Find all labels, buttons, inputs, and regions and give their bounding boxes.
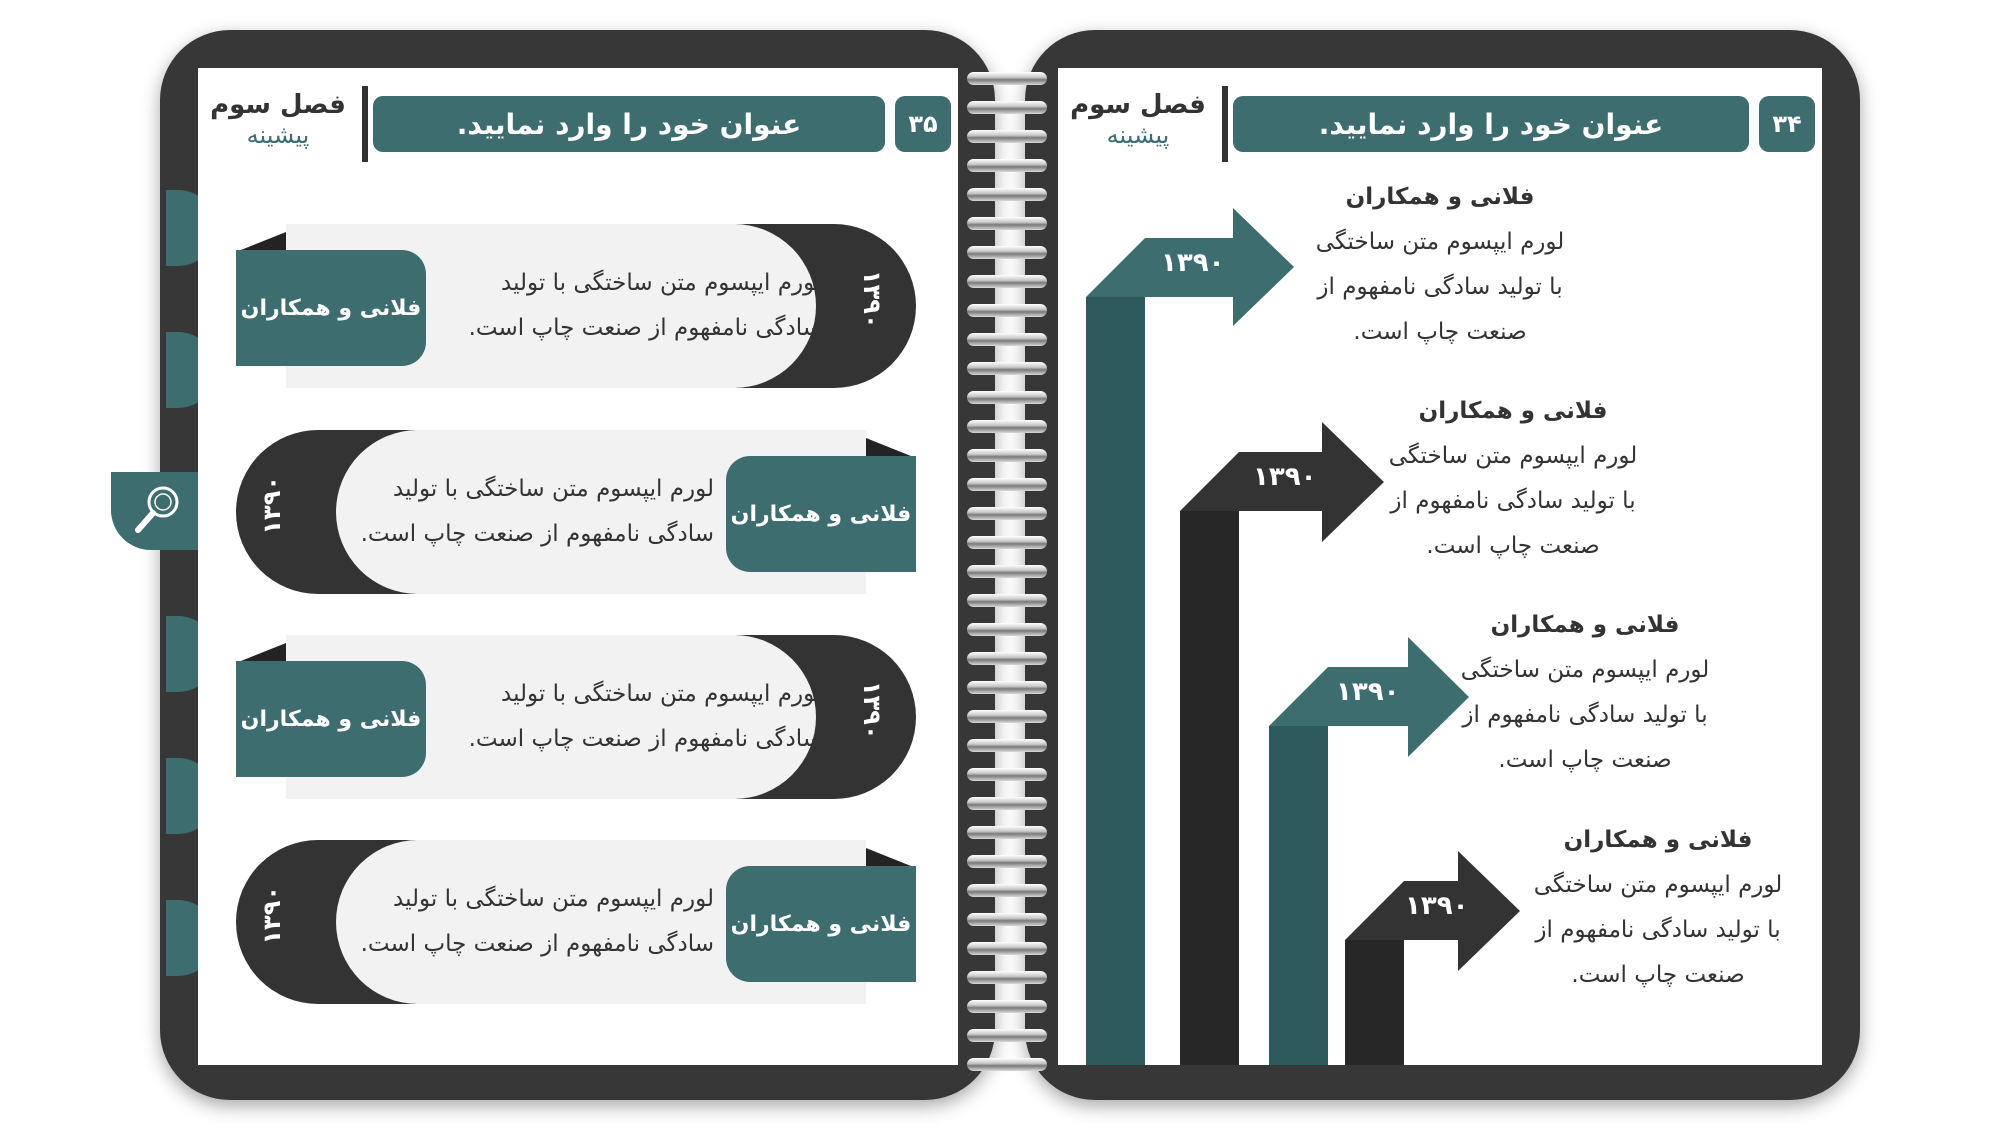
card-3-year: ۱۳۹۰ [858,681,886,740]
card-4-line2: سادگی نامفهوم از صنعت چاپ است. [360,931,714,957]
left-page-title: عنوان خود را وارد نمایید. [373,96,885,152]
spiral-ring [967,681,1047,694]
spiral-ring [967,884,1047,897]
left-page-number: ۳۵ [895,96,951,152]
spiral-ring [967,188,1047,201]
timeline-arrow-3 [1269,726,1328,1065]
card-4-line1: لورم ایپسوم متن ساختگی با تولید [393,886,714,912]
card-1-label: فلانی و همکاران [236,250,426,366]
timeline-year-1: ۱۳۹۰ [1161,248,1225,278]
spiral-ring [967,565,1047,578]
search-tab[interactable] [111,472,201,550]
timeline-2-line2: با تولید سادگی نامفهوم از [1390,488,1636,514]
timeline-arrow-2 [1180,511,1239,1065]
card-4-label: فلانی و همکاران [726,866,916,982]
timeline-year-2: ۱۳۹۰ [1253,462,1317,492]
spiral-ring [967,768,1047,781]
magnifier-icon [111,472,201,550]
timeline-year-4: ۱۳۹۰ [1405,891,1469,921]
right-page [1058,68,1822,1065]
spiral-ring [967,710,1047,723]
card-2-line1: لورم ایپسوم متن ساختگی با تولید [393,476,714,502]
spiral-ring [967,159,1047,172]
timeline-3-line2: با تولید سادگی نامفهوم از [1462,702,1708,728]
timeline-heading-3: فلانی و همکاران [1490,612,1680,638]
spiral-ring [967,101,1047,114]
timeline-heading-4: فلانی و همکاران [1563,827,1753,853]
timeline-4-line3: صنعت چاپ است. [1571,962,1745,988]
card-2-year: ۱۳۹۰ [258,476,286,535]
card-4-text [324,877,714,967]
timeline-1-line3: صنعت چاپ است. [1353,319,1527,345]
spiral-ring [967,362,1047,375]
spiral-ring [967,217,1047,230]
spiral-ring [967,246,1047,259]
card-4 [236,840,916,1004]
right-chapter-title: فصل سوم [1070,90,1206,120]
timeline-year-3: ۱۳۹۰ [1336,677,1400,707]
left-section-title: پیشینه [246,121,310,149]
left-header-divider [362,86,368,162]
timeline-arrow-4 [1345,940,1404,1065]
timeline-3-line3: صنعت چاپ است. [1498,747,1672,773]
card-2-label: فلانی و همکاران [726,456,916,572]
card-3-text [436,672,822,762]
timeline-heading-1: فلانی و همکاران [1345,184,1535,210]
spiral-ring [967,391,1047,404]
timeline-heading-2: فلانی و همکاران [1418,398,1608,424]
spiral-ring [967,1058,1047,1071]
timeline-text-1 [1290,175,1590,355]
card-3-line2: سادگی نامفهوم از صنعت چاپ است. [468,726,822,752]
card-3-label: فلانی و همکاران [236,661,426,777]
card-2 [236,430,916,594]
timeline-2-line1: لورم ایپسوم متن ساختگی [1388,443,1638,469]
card-3 [236,635,916,799]
spiral-ring [967,130,1047,143]
spiral-ring [967,942,1047,955]
spiral-ring [967,72,1047,85]
timeline-1-line1: لورم ایپسوم متن ساختگی [1315,229,1565,255]
card-1-year: ۱۳۹۰ [858,270,886,329]
right-page-number: ۳۴ [1759,96,1815,152]
spiral-ring [967,507,1047,520]
spiral-ring [967,826,1047,839]
spiral-ring [967,536,1047,549]
timeline-4-line1: لورم ایپسوم متن ساختگی [1533,872,1783,898]
card-3-line1: لورم ایپسوم متن ساختگی با تولید [501,681,822,707]
right-section-title: پیشینه [1106,121,1170,149]
timeline-1-line2: با تولید سادگی نامفهوم از [1317,274,1563,300]
timeline-arrow-1 [1086,297,1145,1065]
card-1 [236,224,916,388]
spiral-ring [967,275,1047,288]
spiral-ring [967,913,1047,926]
timeline-2-line3: صنعت چاپ است. [1426,533,1600,559]
left-chapter-title: فصل سوم [210,90,346,120]
card-4-year: ۱۳۹۰ [258,886,286,945]
card-1-text [436,261,822,351]
spiral-ring [967,652,1047,665]
spiral-ring [967,1000,1047,1013]
spiral-ring [967,971,1047,984]
spiral-ring [967,855,1047,868]
timeline-text-4 [1508,818,1808,998]
spiral-ring [967,420,1047,433]
card-2-line2: سادگی نامفهوم از صنعت چاپ است. [360,521,714,547]
spiral-ring [967,739,1047,752]
card-1-line2: سادگی نامفهوم از صنعت چاپ است. [468,315,822,341]
timeline-3-line1: لورم ایپسوم متن ساختگی [1460,657,1710,683]
timeline-4-line2: با تولید سادگی نامفهوم از [1535,917,1781,943]
timeline-text-2 [1363,389,1663,569]
card-2-text [324,467,714,557]
spiral-ring [967,333,1047,346]
right-page-title: عنوان خود را وارد نمایید. [1233,96,1749,152]
spiral-ring [967,304,1047,317]
timeline-text-3 [1435,603,1735,783]
left-page [198,68,958,1065]
card-1-line1: لورم ایپسوم متن ساختگی با تولید [501,270,822,296]
spiral-ring [967,449,1047,462]
spiral-ring [967,623,1047,636]
spiral-ring [967,797,1047,810]
spiral-ring [967,1029,1047,1042]
spiral-ring [967,478,1047,491]
left-chapter-block [208,90,348,150]
spiral-ring [967,594,1047,607]
